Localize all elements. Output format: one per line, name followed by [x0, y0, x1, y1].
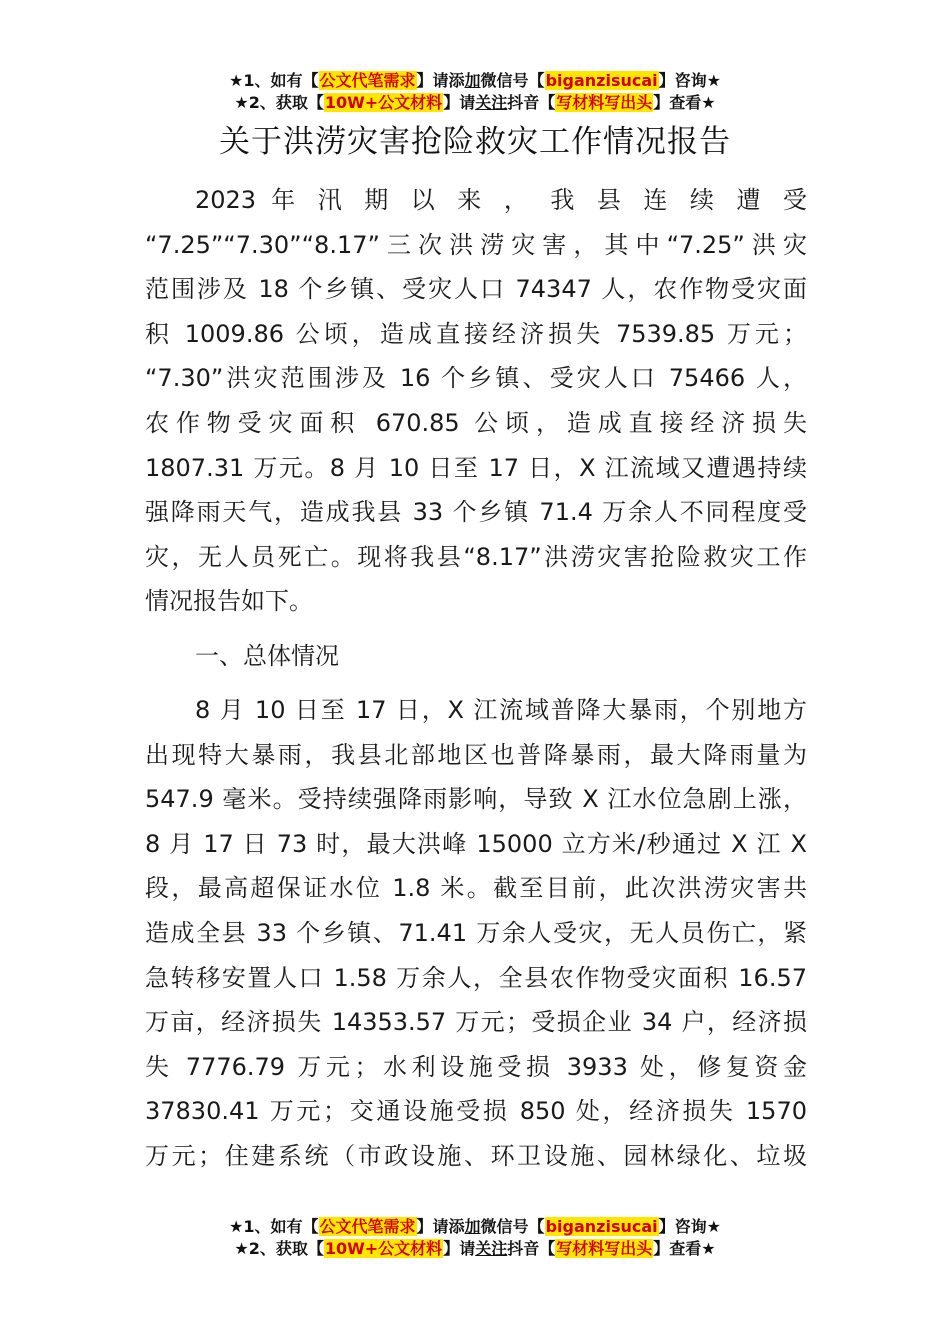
text-line: 农作物受灾面积 670.85 公顷，造成直接经济损失	[145, 408, 807, 437]
highlight-douyin: 写材料写出头	[556, 1239, 653, 1258]
highlight-service: 公文代笔需求	[319, 71, 416, 90]
banner-line-1: ★1、如有【公文代笔需求】请添加微信号【biganzisucai】咨询★	[229, 1217, 721, 1236]
text-line: 547.9 毫米。受持续强降雨影响，导致 X 江水位急剧上涨，	[145, 785, 807, 814]
text-line: 范围涉及 18 个乡镇、受灾人口 74347 人，农作物受灾面	[145, 275, 807, 304]
header-banner	[0, 70, 950, 114]
text-line: 强降雨天气，造成我县 33 个乡镇 71.4 万余人不同程度受	[145, 498, 807, 527]
highlight-materials: 10W+公文材料	[324, 93, 443, 112]
text-line: 急转移安置人口 1.58 万余人，全县农作物受灾面积 16.57	[145, 963, 807, 992]
highlight-materials: 10W+公文材料	[324, 1239, 443, 1258]
text-line: 37830.41 万元；交通设施受损 850 处，经济损失 1570	[145, 1097, 807, 1126]
highlight-douyin: 写材料写出头	[556, 93, 653, 112]
highlight-wechat-id: biganzisucai	[545, 71, 658, 90]
paragraph-intro	[145, 178, 807, 624]
text-line: 失 7776.79 万元；水利设施受损 3933 处，修复资金	[145, 1052, 807, 1081]
document-title: 关于洪涝灾害抢险救灾工作情况报告	[219, 124, 731, 160]
highlight-service: 公文代笔需求	[319, 1217, 416, 1236]
text-line: 万元；住建系统（市政设施、环卫设施、园林绿化、垃圾	[145, 1141, 807, 1170]
text-line: 8 月 17 日 73 时，最大洪峰 15000 立方米/秒通过 X 江 X	[145, 829, 807, 858]
text-line: 万亩，经济损失 14353.57 万元；受损企业 34 户，经济损	[145, 1008, 807, 1037]
text-line: 8 月 10 日至 17 日，X 江流域普降大暴雨，个别地方	[195, 696, 807, 724]
section-heading	[145, 634, 807, 679]
highlight-wechat-id: biganzisucai	[545, 1217, 658, 1236]
footer-banner	[0, 1216, 950, 1260]
banner-line-2: ★2、获取【10W+公文材料】请关注抖音【写材料写出头】查看★	[234, 1239, 716, 1258]
text-line: “7.30”洪灾范围涉及 16 个乡镇、受灾人口 75466 人，	[145, 364, 807, 393]
text-line: 1807.31 万元。8 月 10 日至 17 日，X 江流域又遭遇持续	[145, 453, 807, 482]
text-line: 情况报告如下。	[145, 587, 313, 616]
text-line: “7.25”“7.30”“8.17”三次洪涝灾害，其中“7.25”洪灾	[145, 230, 807, 259]
text-line: 积 1009.86 公顷，造成直接经济损失 7539.85 万元；	[145, 319, 807, 348]
paragraph-overview	[145, 688, 807, 1179]
banner-line-2: ★2、获取【10W+公文材料】请关注抖音【写材料写出头】查看★	[234, 93, 716, 112]
text-line: 2023 年 汛 期 以 来 ， 我 县 连 续 遭 受	[195, 186, 807, 214]
heading-text: 一、总体情况	[195, 642, 339, 670]
text-line: 出现特大暴雨，我县北部地区也普降暴雨，最大降雨量为	[145, 740, 807, 769]
text-line: 段，最高超保证水位 1.8 米。截至目前，此次洪涝灾害共	[145, 874, 807, 903]
text-line: 造成全县 33 个乡镇、71.41 万余人受灾，无人员伤亡，紧	[145, 918, 807, 947]
text-line: 灾，无人员死亡。现将我县“8.17”洪涝灾害抢险救灾工作	[145, 542, 807, 571]
banner-line-1: ★1、如有【公文代笔需求】请添加微信号【biganzisucai】咨询★	[229, 71, 721, 90]
